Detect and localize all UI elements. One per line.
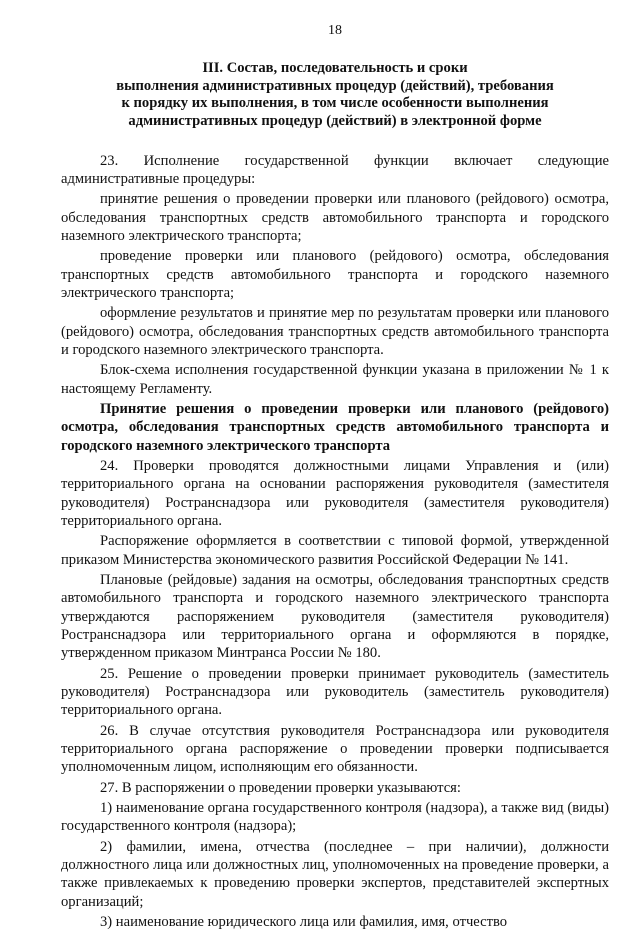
paragraph-23: 23. Исполнение государственной функции включает следующие административные процедуры: [61, 152, 609, 187]
paragraph-order-form: Распоряжение оформляется в соответствии с типовой формой, утвержденной приказом Министерства экономического развития Российской Федерации № 141. [61, 533, 609, 568]
list-item-3: 3) наименование юридического лица или фамилия, имя, отчество [100, 914, 508, 931]
list-item-decision: принятие решения о проведении проверки или планового (рейдового) осмотра, обследования транспортных средств автомобильного транспорта и городского наземного электрического транспорта; [61, 191, 609, 244]
paragraph-25: 25. Решение о проведении проверки принимает руководитель (заместитель руководителя) Ространснадзора или руководитель (заместитель руководителя) территориального органа. [61, 665, 609, 718]
section-heading-line: к порядку их выполнения, в том числе особенности выполнения [121, 95, 549, 112]
paragraph-27: 27. В распоряжении о проведении проверки указываются: [100, 779, 461, 796]
section-heading-line: выполнения административных процедур (действий), требования [116, 77, 554, 94]
page-number: 18 [328, 23, 342, 38]
list-item-inspection: проведение проверки или планового (рейдового) осмотра, обследования транспортных средств автомобильного транспорта и городского наземного электрического транспорта; [61, 248, 609, 301]
section-heading-line: III. Состав, последовательность и сроки [202, 60, 468, 77]
list-item-1: 1) наименование органа государственного контроля (надзора), а также вид (виды) государственного контроля (надзора); [61, 800, 609, 835]
subsection-heading: Принятие решения о проведении проверки или планового (рейдового) осмотра, обследования транспортных средств автомобильного транспорта и городского наземного электрического транспорта [61, 401, 609, 454]
paragraph-planned-tasks: Плановые (рейдовые) задания на осмотры, обследования транспортных средств автомобильного транспорта и городского наземного электрического транспорта утверждаются распоряжением руководителя (заместителя руководителя) Ространснадзора или территориального органа и оформляются в порядке, утвержденном приказом Минтранса России № 180. [61, 572, 609, 661]
section-heading-line: административных процедур (действий) в электронной форме [128, 112, 542, 129]
document-page [61, 22, 609, 931]
paragraph-26: 26. В случае отсутствия руководителя Ространснадзора или руководителя территориального органа распоряжение о проведении проверки подписывается уполномоченным лицом, исполняющим его обязанности. [61, 722, 609, 775]
paragraph-flowchart: Блок-схема исполнения государственной функции указана в приложении № 1 к настоящему Регламенту. [61, 362, 609, 397]
list-item-results: оформление результатов и принятие мер по результатам проверки или планового (рейдового) осмотра, обследования транспортных средств автомобильного транспорта и городского наземного электрического транспорта. [61, 305, 609, 358]
list-item-2: 2) фамилии, имена, отчества (последнее – при наличии), должности должностного лица или должностных лиц, уполномоченных на проведение проверки, а также привлекаемых к проведению проверки экспертов, представителей экспертных организаций; [61, 838, 609, 910]
section-heading [61, 60, 609, 130]
paragraph-24: 24. Проверки проводятся должностными лицами Управления и (или) территориального органа на основании распоряжения руководителя (заместителя руководителя) Ространснадзора или руководителя (заместителя руководителя) территориального органа. [61, 458, 609, 529]
